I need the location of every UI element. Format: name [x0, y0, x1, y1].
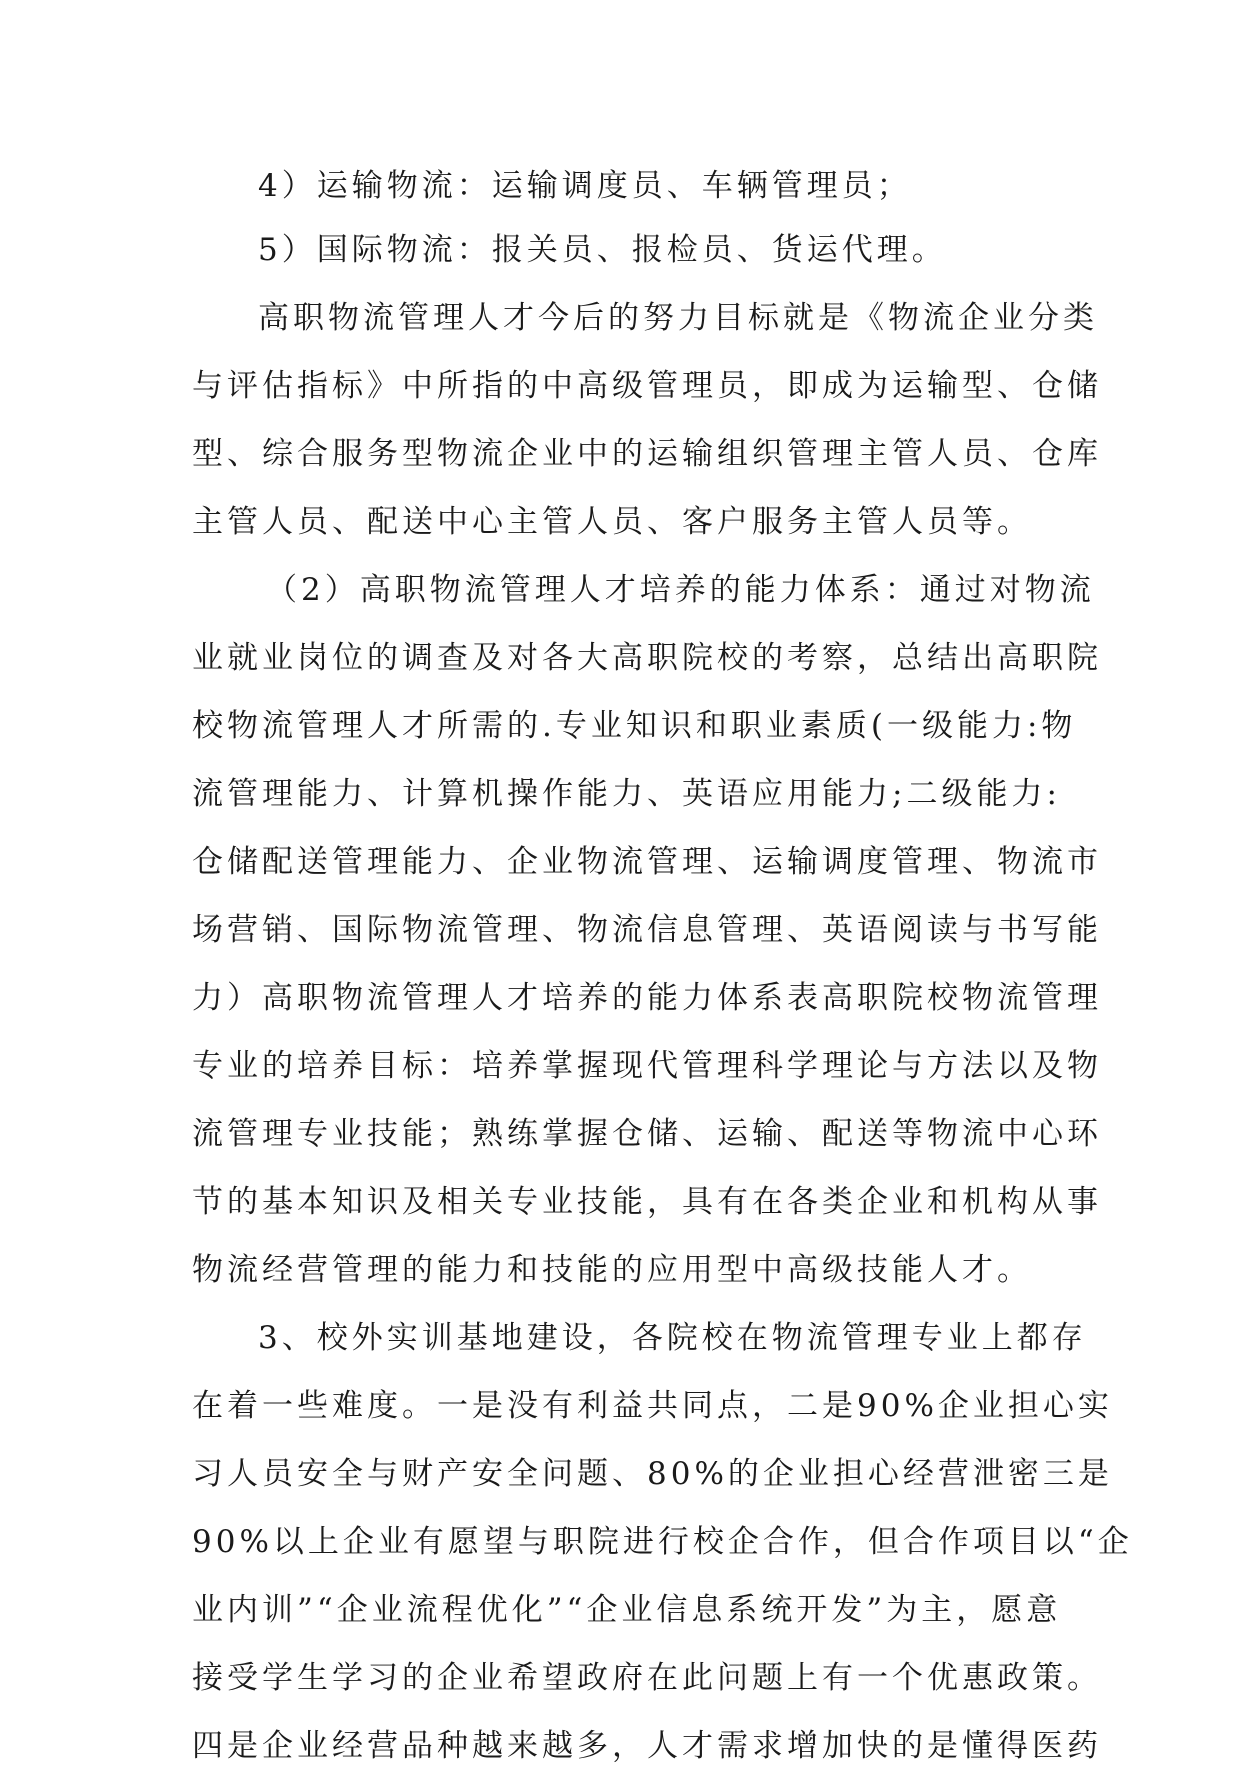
paragraph-line: 3、校外实训基地建设，各院校在物流管理专业上都存	[258, 1320, 1087, 1356]
paragraph-line: 习人员安全与财产安全问题、80%的企业担心经营泄密三是	[192, 1456, 1113, 1492]
paragraph-line: 节的基本知识及相关专业技能，具有在各类企业和机构从事	[192, 1184, 1102, 1220]
paragraph-line: （2）高职物流管理人才培养的能力体系：通过对物流	[266, 572, 1095, 608]
paragraph-line: 流管理专业技能；熟练掌握仓储、运输、配送等物流中心环	[192, 1116, 1102, 1152]
paragraph-line: 业内训”“企业流程优化”“企业信息系统开发”为主，愿意	[192, 1592, 1062, 1628]
paragraph-line: 90%以上企业有愿望与职院进行校企合作，但合作项目以“企	[192, 1524, 1133, 1560]
list-item-international-logistics: 5）国际物流：报关员、报检员、货运代理。	[258, 232, 947, 268]
paragraph-line: 四是企业经营品种越来越多，人才需求增加快的是懂得医药	[192, 1728, 1102, 1764]
paragraph-line: 力）高职物流管理人才培养的能力体系表高职院校物流管理	[192, 980, 1102, 1016]
paragraph-line: 型、综合服务型物流企业中的运输组织管理主管人员、仓库	[192, 436, 1102, 472]
paragraph-line: 主管人员、配送中心主管人员、客户服务主管人员等。	[192, 504, 1032, 540]
paragraph-line: 校物流管理人才所需的.专业知识和职业素质(一级能力:物	[192, 708, 1077, 744]
paragraph-line: 接受学生学习的企业希望政府在此问题上有一个优惠政策。	[192, 1660, 1102, 1696]
paragraph-line: 物流经营管理的能力和技能的应用型中高级技能人才。	[192, 1252, 1032, 1288]
paragraph-line: 在着一些难度。一是没有利益共同点，二是90%企业担心实	[192, 1388, 1113, 1424]
paragraph-line: 与评估指标》中所指的中高级管理员，即成为运输型、仓储	[192, 368, 1102, 404]
paragraph-line: 高职物流管理人才今后的努力目标就是《物流企业分类	[258, 300, 1098, 336]
list-item-transport-logistics: 4）运输物流：运输调度员、车辆管理员；	[258, 168, 912, 204]
paragraph-line: 仓储配送管理能力、企业物流管理、运输调度管理、物流市	[192, 844, 1102, 880]
paragraph-line: 场营销、国际物流管理、物流信息管理、英语阅读与书写能	[192, 912, 1102, 948]
document-body	[192, 156, 1133, 1776]
paragraph-line: 流管理能力、计算机操作能力、英语应用能力;二级能力:	[192, 776, 1061, 812]
paragraph-line: 专业的培养目标：培养掌握现代管理科学理论与方法以及物	[192, 1048, 1102, 1084]
paragraph-line: 业就业岗位的调查及对各大高职院校的考察，总结出高职院	[192, 640, 1102, 676]
